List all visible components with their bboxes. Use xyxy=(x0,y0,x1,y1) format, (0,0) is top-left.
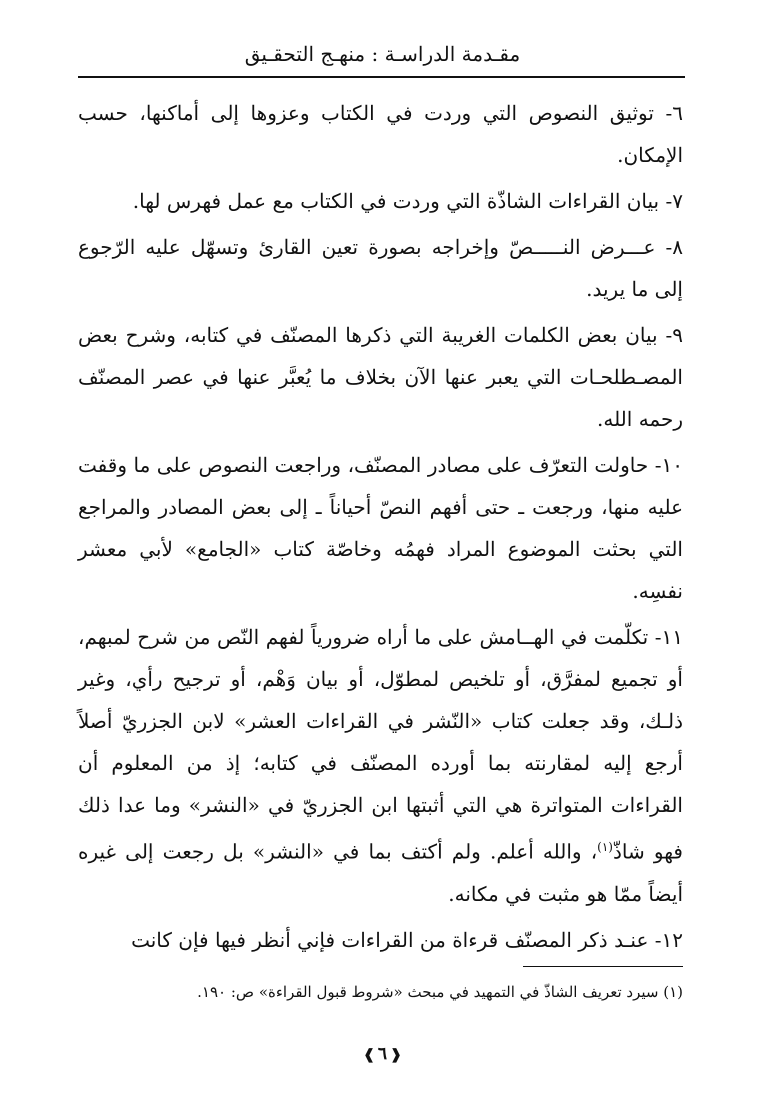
paragraph-11 xyxy=(78,616,683,915)
body-text xyxy=(78,92,683,965)
page-number-value: ٦ xyxy=(377,1044,388,1064)
footnote: (١) سيرد تعريف الشاذّ في التمهيد في مبحث «شروط قبول القراءة» ص: ١٩٠. xyxy=(197,983,683,1001)
paragraph-7: ٧- بيان القراءات الشاذّة التي وردت في الكتاب مع عمل فهرس لها. xyxy=(132,189,683,213)
paragraph-11-tail: ، والله أعلم. ولم أكتف بما في «النشر» بل رجعت إلى غيره أيضاً ممّا هو مثبت في مكانه. xyxy=(78,839,683,906)
ornament-left-icon: ❰ xyxy=(390,1047,402,1063)
paragraph-11-text: ١١- تكلّمت في الهــامش على ما أراه ضرورياً لفهم النّص من شرح لمبهم، أو تجميع لمفرَّق، أو تلخيص لمطوّل، أو بيان وَهْم، أو ترجيح رأي، وغير ذلـك، وقد جعلت كتاب «النّشر في القراءات العشر» لابن الجزريّ أصلاً أرجع إليه لمقارنته بما أورده المصنّف في كتابه؛ إذ من المعلوم أن القراءات المتواترة هي التي أثبتها ابن الجزريّ في «النشر» وما عدا ذلك فهو شاذّ xyxy=(78,625,683,864)
page-number xyxy=(0,1042,765,1067)
paragraph-8: ٨- عـــرض النـــــصّ وإخراجه بصورة تعين القارئ وتسهّل عليه الرّجوع إلى ما يريد. xyxy=(78,235,683,301)
paragraph-9: ٩- بيان بعض الكلمات الغريبة التي ذكرها المصنّف في كتابه، وشرح بعض المصـطلحـات التي يعبر عنها الآن بخلاف ما يُعبَّر عنها في عصر المصنّف رحمه الله. xyxy=(78,323,683,431)
ornament-right-icon: ❱ xyxy=(363,1047,375,1063)
header-rule xyxy=(78,76,685,78)
paragraph-10: ١٠- حاولت التعرّف على مصادر المصنّف، وراجعت النصوص على ما وقفت عليه منها، ورجعت ـ حتى أفهم النصّ أحياناً ـ إلى بعض المصادر والمراجع التي بحثت الموضوع المراد فهمُه وخاصّة كتاب «الجامع» لأبي معشر نفسِه. xyxy=(78,453,683,603)
footnote-rule xyxy=(523,966,683,967)
paragraph-6: ٦- توثيق النصوص التي وردت في الكتاب وعزوها إلى أماكنها، حسب الإمكان. xyxy=(78,101,683,167)
paragraph-12: ١٢- عنـد ذكر المصنّف قرءاة من القراءات فإني أنظر فيها فإن كانت xyxy=(131,927,683,952)
footnote-reference: (١) xyxy=(597,840,613,854)
running-header: مقـدمة الدراسـة : منهـج التحقـيق xyxy=(244,42,521,66)
